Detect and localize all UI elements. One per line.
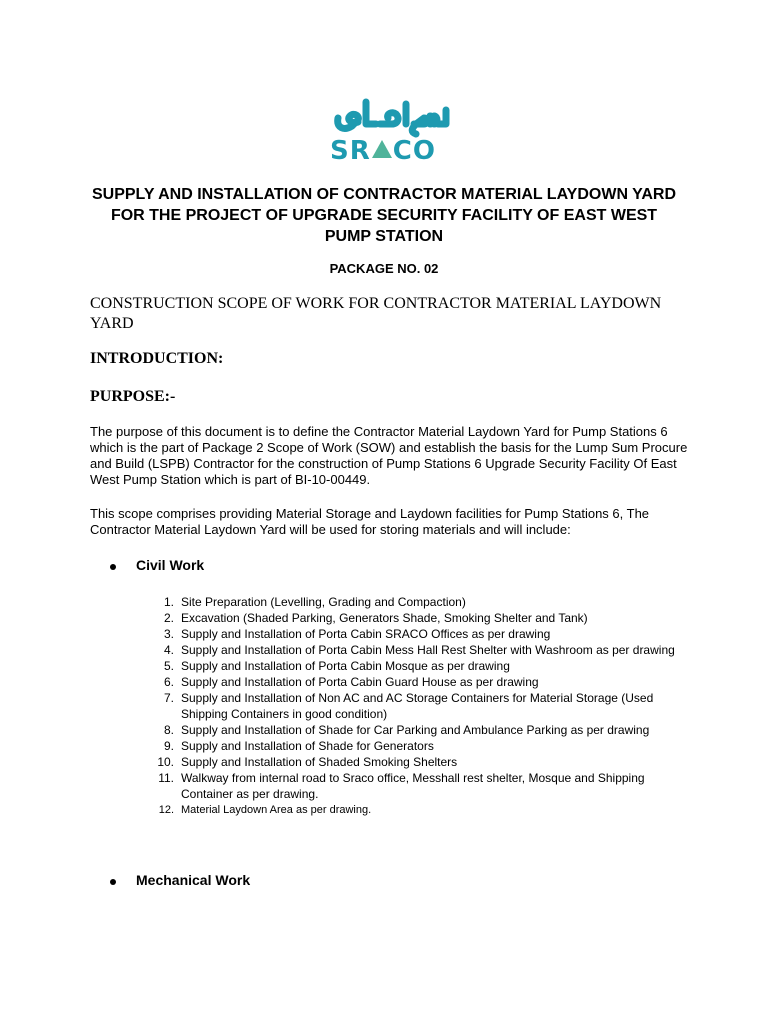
list-item [150, 626, 690, 642]
scope-paragraph: This scope comprises providing Material Storage and Laydown facilities for Pump Stations 6, The Contractor Material Laydown Yard will be used for storing materials and will include: [90, 506, 650, 537]
list-text: Supply and Installation of Shade for Generators [181, 739, 434, 753]
list-number: 12. [158, 804, 174, 816]
list-number: 3. [163, 627, 174, 641]
list-number: 2. [163, 611, 174, 625]
bullet-dot-icon [110, 564, 116, 570]
sraco-arabic-logotype [330, 98, 450, 138]
scope-heading: CONSTRUCTION SCOPE OF WORK FOR CONTRACTOR MATERIAL LAYDOWN YARD [90, 295, 662, 332]
list-text: Site Preparation (Levelling, Grading and Compaction) [181, 595, 466, 609]
list-text: Material Laydown Area as per drawing. [181, 804, 372, 816]
list-text: Excavation (Shaded Parking, Generators Shade, Smoking Shelter and Tank) [181, 611, 588, 625]
civil-work-heading: Civil Work [136, 557, 205, 573]
list-text: Supply and Installation of Porta Cabin SRACO Offices as per drawing [181, 627, 551, 641]
list-number: 4. [163, 643, 174, 657]
purpose-paragraph: The purpose of this document is to define the Contractor Material Laydown Yard for Pump Stations 6 which is the part of Package 2 Scope of Work (SOW) and establish the basis for the Lump Sum Procure and Build (LSPB) Contractor for the construction of Pump Stations 6 Upgrade Security Facility Of East West Pump Station which is part of BI-10-00449. [90, 424, 688, 487]
list-number: 9. [163, 739, 174, 753]
list-text: Supply and Installation of Shaded Smoking Shelters [181, 755, 458, 769]
list-number: 5. [163, 659, 174, 673]
bullet-dot-icon [110, 879, 116, 885]
list-item [150, 802, 690, 818]
list-item [150, 642, 690, 658]
list-text: Walkway from internal road to Sraco office, Messhall rest shelter, Mosque and Shipping Container as per drawing. [181, 771, 645, 801]
list-number: 7. [163, 691, 174, 705]
triangle-a-icon [371, 138, 393, 160]
mechanical-work-heading: Mechanical Work [136, 872, 251, 888]
package-number: PACKAGE NO. 02 [329, 261, 439, 276]
list-text: Supply and Installation of Porta Cabin Guard House as per drawing [181, 675, 539, 689]
list-item [150, 674, 690, 690]
logo-word-part1: SR [330, 136, 371, 166]
list-item [150, 722, 690, 738]
list-item [150, 738, 690, 754]
list-item [150, 594, 690, 610]
purpose-heading: PURPOSE:- [90, 388, 176, 405]
list-item [150, 690, 690, 722]
list-number: 1. [163, 595, 174, 609]
list-text: Supply and Installation of Shade for Car Parking and Ambulance Parking as per drawing [181, 723, 650, 737]
list-text: Supply and Installation of Non AC and AC Storage Containers for Material Storage (Used Shipping Containers in good condition) [181, 691, 654, 721]
list-item [150, 658, 690, 674]
list-number: 8. [163, 723, 174, 737]
document-title: SUPPLY AND INSTALLATION OF CONTRACTOR MATERIAL LAYDOWN YARD FOR THE PROJECT OF UPGRADE SECURITY FACILITY OF EAST WEST PUMP STATION [91, 186, 677, 245]
sraco-wordmark [330, 136, 450, 166]
list-text: Supply and Installation of Porta Cabin Mess Hall Rest Shelter with Washroom as per drawing [181, 643, 675, 657]
sraco-logo [330, 98, 450, 170]
logo-word-part2: CO [392, 136, 436, 166]
list-item [150, 754, 690, 770]
introduction-heading: INTRODUCTION: [90, 350, 224, 367]
list-number: 6. [163, 675, 174, 689]
list-item [150, 610, 690, 626]
list-item [150, 770, 690, 802]
civil-work-list [150, 594, 690, 818]
list-number: 10. [157, 755, 174, 769]
list-text: Supply and Installation of Porta Cabin Mosque as per drawing [181, 659, 510, 673]
list-number: 11. [158, 771, 174, 785]
